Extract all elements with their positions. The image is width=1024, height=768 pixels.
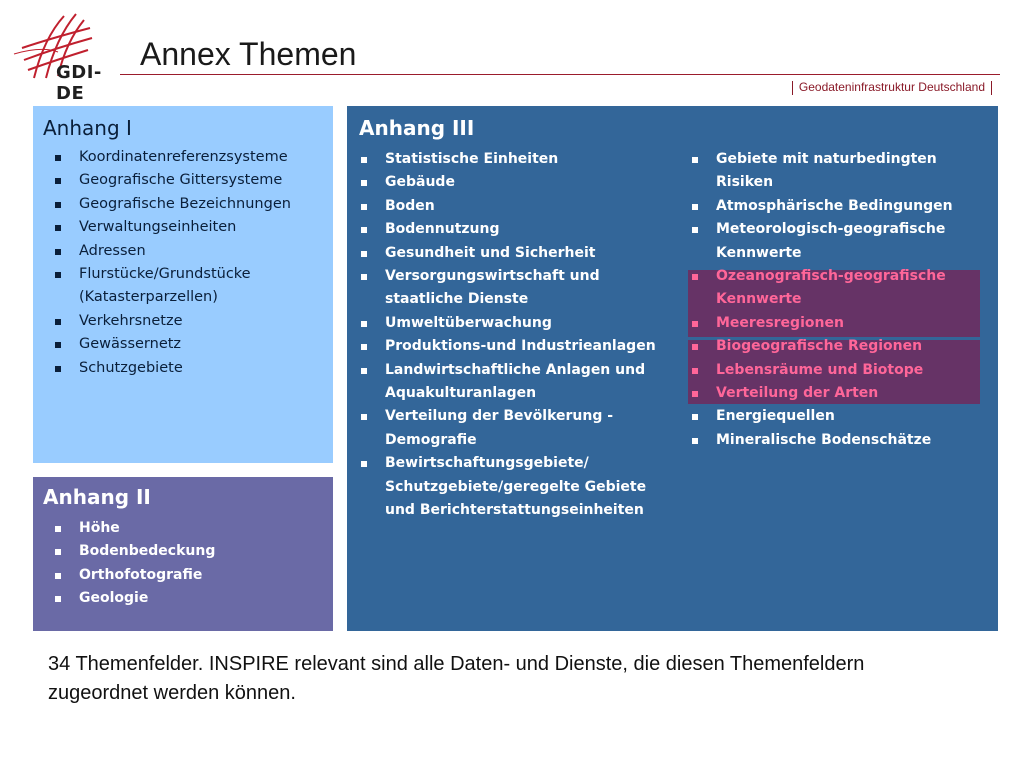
caption-text: 34 Themenfelder. INSPIRE relevant sind alle Daten- und Dienste, die diesen Themenfeldern zugeordnet werden können. (48, 653, 865, 704)
anhang-2-title: Anhang II (43, 485, 151, 509)
list-item: Verteilung der Bevölkerung - Demografie (349, 405, 669, 452)
list-item: Höhe (43, 517, 333, 540)
anhang-1-title: Anhang I (43, 116, 132, 140)
list-item: Orthofotografie (43, 564, 333, 587)
page-title: Annex Themen (140, 36, 357, 72)
list-item-highlighted: Verteilung der Arten (680, 382, 980, 405)
list-item-highlighted: Ozeanografisch-geografische Kennwerte (680, 265, 980, 312)
list-item: Verkehrsnetze (43, 310, 333, 333)
list-item: Gesundheit und Sicherheit (349, 242, 669, 265)
list-item: Produktions-und Industrieanlagen (349, 335, 669, 358)
list-item-highlighted: Meeresregionen (680, 312, 980, 335)
list-item-highlighted: Lebensräume und Biotope (680, 359, 980, 382)
list-item: Geografische Gittersysteme (43, 169, 333, 192)
title-divider (120, 74, 1000, 75)
header-subtitle: Geodateninfrastruktur Deutschland (786, 80, 998, 95)
list-item-highlighted: Biogeografische Regionen (680, 335, 980, 358)
list-item: Mineralische Bodenschätze (680, 429, 980, 452)
list-item: Bodennutzung (349, 218, 669, 241)
list-item: Adressen (43, 240, 333, 263)
list-item: Bodenbedeckung (43, 540, 333, 563)
list-item: Bewirtschaftungsgebiete/ Schutzgebiete/geregelte Gebiete und Berichterstattungseinheiten (349, 452, 669, 522)
list-item: Gewässernetz (43, 333, 333, 356)
list-item: Flurstücke/Grundstücke (Katasterparzellen) (43, 263, 333, 310)
anhang-2-panel (33, 477, 333, 631)
list-item: Koordinatenreferenzsysteme (43, 146, 333, 169)
list-item: Atmosphärische Bedingungen (680, 195, 980, 218)
list-item: Schutzgebiete (43, 357, 333, 380)
list-item: Gebiete mit naturbedingten Risiken (680, 148, 980, 195)
anhang-3-right-list (680, 148, 980, 452)
list-item: Energiequellen (680, 405, 980, 428)
list-item: Versorgungswirtschaft und staatliche Dienste (349, 265, 669, 312)
anhang-1-panel (33, 106, 333, 463)
list-item: Gebäude (349, 171, 669, 194)
list-item: Boden (349, 195, 669, 218)
anhang-3-panel (347, 106, 998, 631)
list-item: Umweltüberwachung (349, 312, 669, 335)
list-item: Landwirtschaftliche Anlagen und Aquakulturanlagen (349, 359, 669, 406)
list-item: Statistische Einheiten (349, 148, 669, 171)
logo-text: GDI-DE (56, 62, 102, 104)
list-item: Verwaltungseinheiten (43, 216, 333, 239)
anhang-3-left-list (349, 148, 669, 523)
list-item: Meteorologisch-geografische Kennwerte (680, 218, 980, 265)
list-item: Geografische Bezeichnungen (43, 193, 333, 216)
gdi-de-logo (12, 8, 122, 104)
anhang-1-list (43, 146, 333, 380)
anhang-2-list (43, 517, 333, 611)
anhang-3-title: Anhang III (359, 116, 475, 140)
list-item: Geologie (43, 587, 333, 610)
